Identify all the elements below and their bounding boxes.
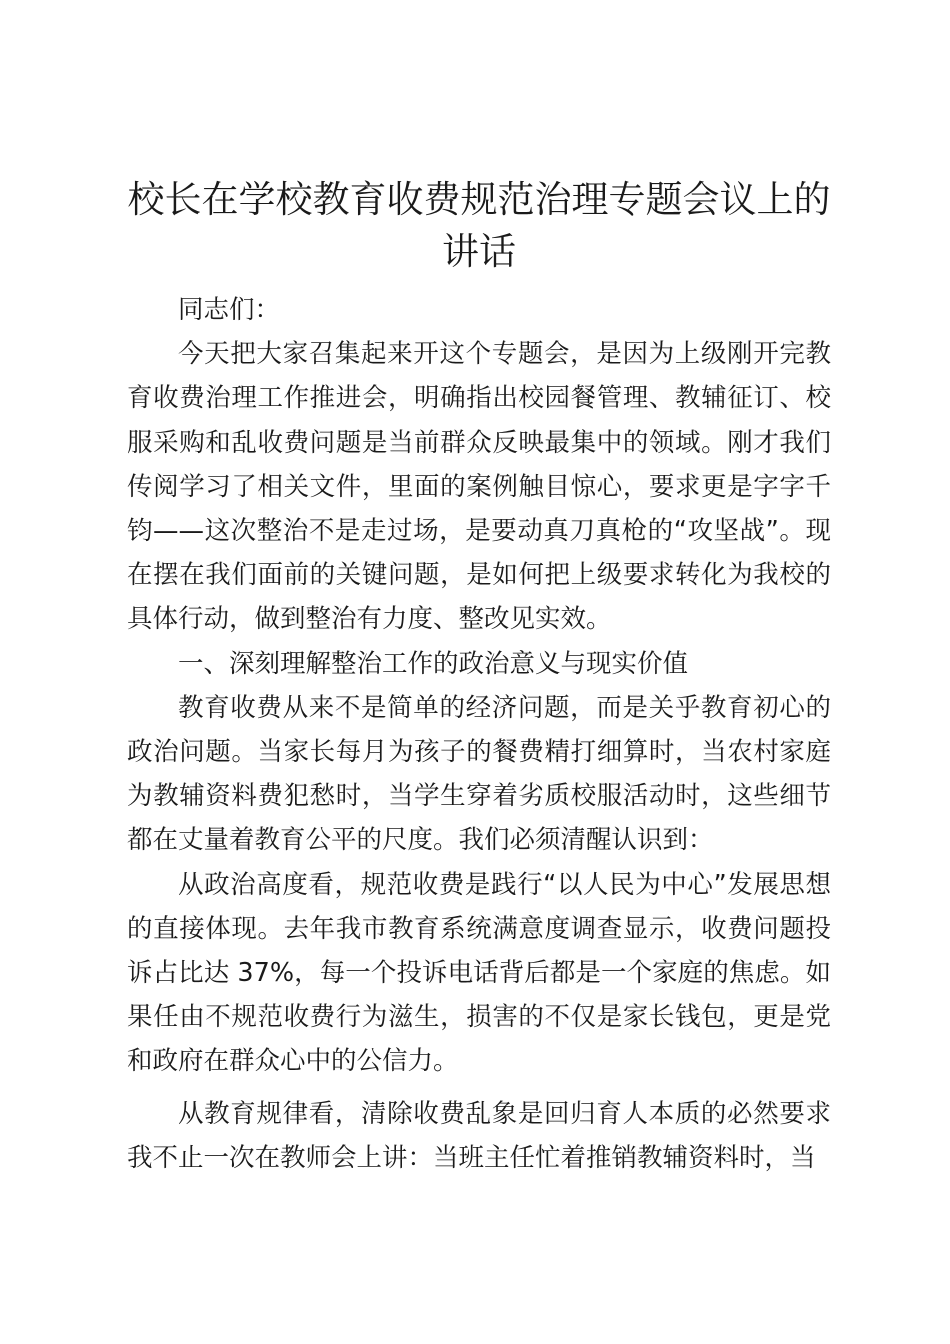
paragraph-political-height: 从政治高度看，规范收费是践行“以人民为中心”发展思想的直接体现。去年我市教育系统满意度调查显示，收费问题投诉占比达 37%，每一个投诉电话背后都是一个家庭的焦虑。如果任由不规范收费行为滋生，损害的不仅是家长钱包，更是党和政府在群众心中的公信力。 bbox=[127, 869, 831, 1077]
paragraph-education-law: 从教育规律看，清除收费乱象是回归育人本质的必然要求我不止一次在教师会上讲：当班主任忙着推销教辅资料时，当 bbox=[127, 1098, 831, 1173]
document-title: 校长在学校教育收费规范治理专题会议上的讲话 bbox=[127, 178, 831, 273]
greeting: 同志们： bbox=[178, 295, 281, 325]
paragraph-political-issue: 教育收费从来不是简单的经济问题，而是关乎教育初心的政治问题。当家长每月为孩子的餐费精打细算时，当农村家庭为教辅资料费犯愁时，当学生穿着劣质校服活动时，这些细节都在丈量着教育公平的尺度。我们必须清醒认识到： bbox=[127, 692, 831, 856]
document-body bbox=[127, 288, 831, 1180]
document-page bbox=[127, 174, 831, 1180]
paragraph-intro: 今天把大家召集起来开这个专题会，是因为上级刚开完教育收费治理工作推进会，明确指出校园餐管理、教辅征订、校服采购和乱收费问题是当前群众反映最集中的领域。刚才我们传阅学习了相关文件，里面的案例触目惊心，要求更是字字千钧——这次整治不是走过场，是要动真刀真枪的“攻坚战”。现在摆在我们面前的关键问题，是如何把上级要求转化为我校的具体行动，做到整治有力度、整改见实效。 bbox=[127, 339, 831, 635]
section-heading-1: 一、深刻理解整治工作的政治意义与现实价值 bbox=[178, 648, 689, 679]
